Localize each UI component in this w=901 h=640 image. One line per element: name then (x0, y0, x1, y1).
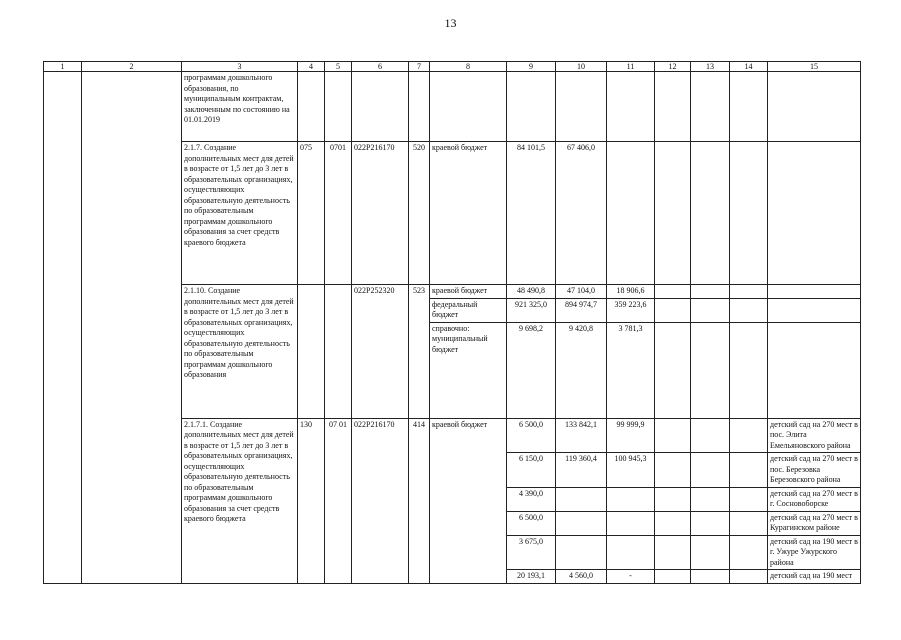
cell (325, 72, 352, 142)
cell (325, 285, 352, 419)
column-header: 5 (325, 62, 352, 72)
cell (730, 285, 768, 299)
cell (730, 535, 768, 570)
expense-type: 520 (409, 142, 430, 285)
amount-col9: 3 675,0 (507, 535, 556, 570)
grbs-code: 075 (298, 142, 325, 285)
cell (768, 322, 861, 418)
cell-col2 (82, 72, 182, 584)
column-header: 13 (691, 62, 730, 72)
amount-col11: - (607, 570, 655, 584)
cell (768, 298, 861, 322)
expense-type: 523 (409, 285, 430, 419)
amount-col9: 9 698,2 (507, 322, 556, 418)
column-header: 8 (430, 62, 507, 72)
column-header: 9 (507, 62, 556, 72)
cell (556, 72, 607, 142)
cell (691, 142, 730, 285)
amount-col10: 119 360,4 (556, 453, 607, 488)
cell (298, 72, 325, 142)
cell (730, 487, 768, 511)
cell (298, 285, 325, 419)
target-code: 022P252320 (352, 285, 409, 419)
amount-col9: 6 500,0 (507, 511, 556, 535)
funding-source: справочно: муниципальный бюджет (430, 322, 507, 418)
cell (691, 418, 730, 453)
amount-col11: 99 999,9 (607, 418, 655, 453)
object-description: детский сад на 270 мест в пос. Березовка Березовского района (768, 453, 861, 488)
amount-col10: 67 406,0 (556, 142, 607, 285)
section-code: 07 01 (325, 418, 352, 583)
amount-col10: 4 560,0 (556, 570, 607, 584)
cell (691, 453, 730, 488)
cell (730, 142, 768, 285)
cell (607, 535, 655, 570)
funding-source: краевой бюджет (430, 285, 507, 299)
cell (352, 72, 409, 142)
cell (556, 487, 607, 511)
measure-name: 2.1.10. Создание дополнительных мест для детей в возрасте от 1,5 лет до 3 лет в образовательных организациях, осуществляющих образовательную деятельность по образовательным программам дошкольного образования (182, 285, 298, 419)
cell (655, 418, 691, 453)
cell (507, 72, 556, 142)
cell (655, 322, 691, 418)
section-code: 0701 (325, 142, 352, 285)
amount-col9: 6 500,0 (507, 418, 556, 453)
table-row (44, 72, 861, 142)
cell (691, 298, 730, 322)
amount-col11: 3 781,3 (607, 322, 655, 418)
cell (430, 72, 507, 142)
cell (691, 285, 730, 299)
cell (691, 511, 730, 535)
amount-col10: 894 974,7 (556, 298, 607, 322)
column-header: 15 (768, 62, 861, 72)
cell (655, 285, 691, 299)
cell (607, 72, 655, 142)
object-description: детский сад на 270 мест в пос. Элита Емельяновского района (768, 418, 861, 453)
expense-type: 414 (409, 418, 430, 583)
amount-col9: 20 193,1 (507, 570, 556, 584)
column-header: 4 (298, 62, 325, 72)
cell (655, 298, 691, 322)
cell (768, 142, 861, 285)
cell (556, 511, 607, 535)
cell (556, 535, 607, 570)
cell (730, 511, 768, 535)
measure-name: 2.1.7. Создание дополнительных мест для детей в возрасте от 1,5 лет до 3 лет в образовательных организациях, осуществляющих образовательную деятельность по образовательным программам дошкольного образования за счет средств краевого бюджета (182, 142, 298, 285)
cell (607, 487, 655, 511)
column-header: 7 (409, 62, 430, 72)
target-code: 022P216170 (352, 142, 409, 285)
target-code: 022P216170 (352, 418, 409, 583)
amount-col9: 84 101,5 (507, 142, 556, 285)
amount-col9: 48 490,8 (507, 285, 556, 299)
column-header: 2 (82, 62, 182, 72)
cell-col1 (44, 72, 82, 584)
cell (655, 487, 691, 511)
cell (655, 72, 691, 142)
cell (607, 142, 655, 285)
amount-col10: 47 104,0 (556, 285, 607, 299)
cell (655, 535, 691, 570)
amount-col10: 133 842,1 (556, 418, 607, 453)
column-header: 12 (655, 62, 691, 72)
cell (607, 511, 655, 535)
cell (655, 570, 691, 584)
amount-col10: 9 420,8 (556, 322, 607, 418)
column-header: 1 (44, 62, 82, 72)
cell (768, 72, 861, 142)
object-description: детский сад на 270 мест в Курагинском районе (768, 511, 861, 535)
amount-col9: 6 150,0 (507, 453, 556, 488)
column-number-row (44, 62, 861, 72)
object-description: детский сад на 270 мест в г. Сосновоборске (768, 487, 861, 511)
cell (691, 72, 730, 142)
amount-col9: 4 390,0 (507, 487, 556, 511)
cell (691, 322, 730, 418)
cell (691, 535, 730, 570)
cell (730, 322, 768, 418)
cell (730, 418, 768, 453)
measure-name: 2.1.7.1. Создание дополнительных мест для детей в возрасте от 1,5 лет до 3 лет в образовательных организациях, осуществляющих образовательную деятельность по образовательным программам дошкольного образования за счет средств краевого бюджета (182, 418, 298, 583)
amount-col9: 921 325,0 (507, 298, 556, 322)
cell (691, 570, 730, 584)
page-number: 13 (444, 16, 457, 30)
cell (730, 72, 768, 142)
cell (730, 298, 768, 322)
budget-table (43, 61, 861, 584)
amount-col11: 100 945,3 (607, 453, 655, 488)
funding-source: федеральный бюджет (430, 298, 507, 322)
amount-col11: 18 906,6 (607, 285, 655, 299)
cell (768, 285, 861, 299)
cell (691, 487, 730, 511)
cell (655, 511, 691, 535)
measure-name: программам дошкольного образования, по муниципальным контрактам, заключенным по состоянию на 01.01.2019 (182, 72, 298, 142)
column-header: 10 (556, 62, 607, 72)
grbs-code: 130 (298, 418, 325, 583)
column-header: 11 (607, 62, 655, 72)
amount-col11: 359 223,6 (607, 298, 655, 322)
cell (655, 142, 691, 285)
cell (409, 72, 430, 142)
cell (730, 453, 768, 488)
cell (655, 453, 691, 488)
column-header: 6 (352, 62, 409, 72)
object-description: детский сад на 190 мест в г. Ужуре Ужурского района (768, 535, 861, 570)
funding-source: краевой бюджет (430, 418, 507, 583)
column-header: 14 (730, 62, 768, 72)
funding-source: краевой бюджет (430, 142, 507, 285)
cell (730, 570, 768, 584)
object-description: детский сад на 190 мест (768, 570, 861, 584)
column-header: 3 (182, 62, 298, 72)
